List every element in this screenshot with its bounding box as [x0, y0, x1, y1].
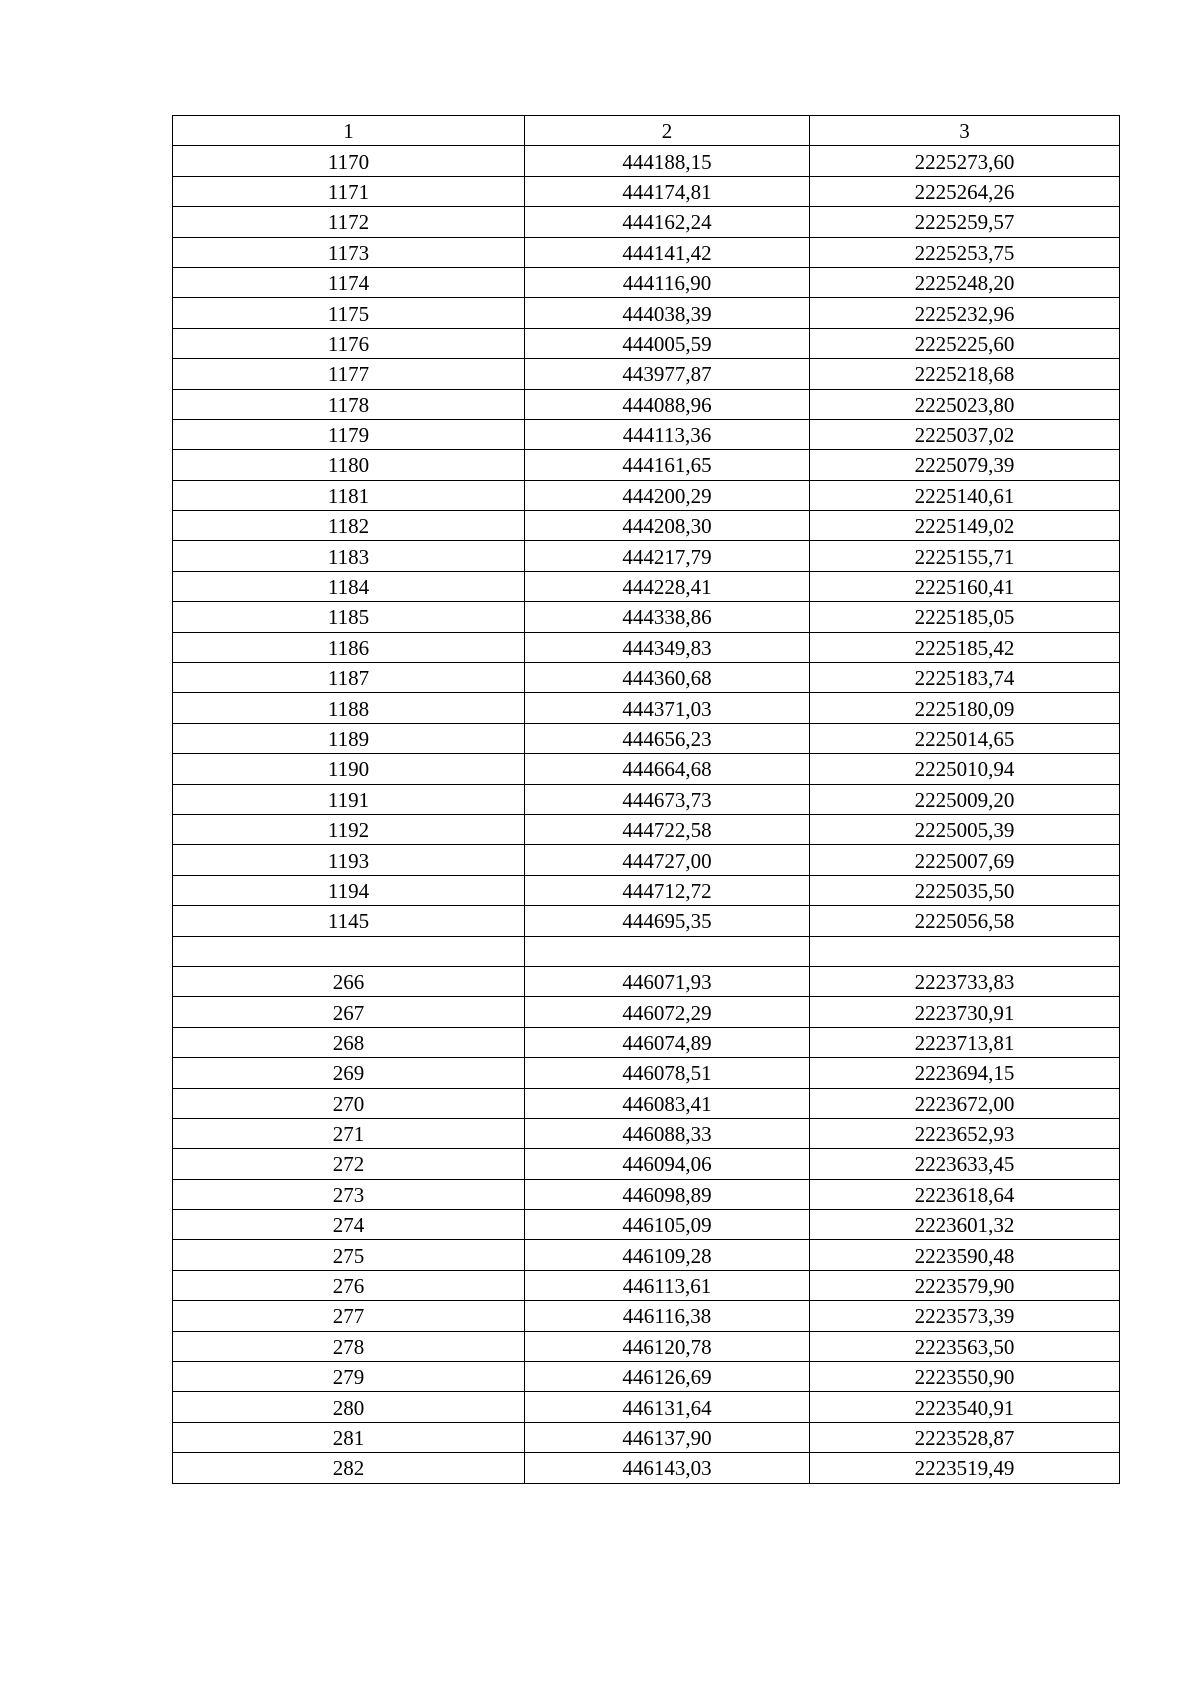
y-coordinate-cell: 2223652,93: [810, 1118, 1120, 1148]
table-row: [173, 1422, 1120, 1452]
table-row: [173, 1362, 1120, 1392]
y-coordinate-cell: 2223579,90: [810, 1270, 1120, 1300]
x-coordinate-cell: 444338,86: [525, 602, 810, 632]
point-number-cell: 1178: [173, 389, 525, 419]
table-row: [173, 480, 1120, 510]
x-coordinate-cell: 444349,83: [525, 632, 810, 662]
x-coordinate-cell: 444161,65: [525, 450, 810, 480]
point-number-cell: 1181: [173, 480, 525, 510]
point-number-cell: 1172: [173, 207, 525, 237]
table-row: [173, 1270, 1120, 1300]
point-number-cell: 1176: [173, 328, 525, 358]
y-coordinate-cell: 2225259,57: [810, 207, 1120, 237]
point-number-cell: 1183: [173, 541, 525, 571]
y-coordinate-cell: 2225185,05: [810, 602, 1120, 632]
y-coordinate-cell: 2225273,60: [810, 146, 1120, 176]
y-coordinate-cell: [810, 936, 1120, 966]
x-coordinate-cell: 444664,68: [525, 754, 810, 784]
table-row: [173, 207, 1120, 237]
point-number-cell: 266: [173, 966, 525, 996]
y-coordinate-cell: 2225056,58: [810, 906, 1120, 936]
point-number-cell: 277: [173, 1301, 525, 1331]
x-coordinate-cell: 446071,93: [525, 966, 810, 996]
y-coordinate-cell: 2223573,39: [810, 1301, 1120, 1331]
x-coordinate-cell: 444200,29: [525, 480, 810, 510]
table-row: [173, 1301, 1120, 1331]
x-coordinate-cell: 444113,36: [525, 419, 810, 449]
point-number-cell: 282: [173, 1453, 525, 1483]
header-cell-x: 2: [525, 116, 810, 146]
table-row: [173, 875, 1120, 905]
point-number-cell: 280: [173, 1392, 525, 1422]
y-coordinate-cell: 2223601,32: [810, 1210, 1120, 1240]
y-coordinate-cell: 2223590,48: [810, 1240, 1120, 1270]
x-coordinate-cell: 446074,89: [525, 1027, 810, 1057]
point-number-cell: 276: [173, 1270, 525, 1300]
y-coordinate-cell: 2225225,60: [810, 328, 1120, 358]
table-row: [173, 1392, 1120, 1422]
x-coordinate-cell: 444695,35: [525, 906, 810, 936]
table-row: [173, 541, 1120, 571]
y-coordinate-cell: 2225023,80: [810, 389, 1120, 419]
point-number-cell: 278: [173, 1331, 525, 1361]
table-row: [173, 1027, 1120, 1057]
table-row: [173, 936, 1120, 966]
point-number-cell: 1186: [173, 632, 525, 662]
x-coordinate-cell: 446109,28: [525, 1240, 810, 1270]
y-coordinate-cell: 2223528,87: [810, 1422, 1120, 1452]
x-coordinate-cell: 444174,81: [525, 176, 810, 206]
table-row: [173, 1118, 1120, 1148]
x-coordinate-cell: 444722,58: [525, 814, 810, 844]
y-coordinate-cell: 2223618,64: [810, 1179, 1120, 1209]
point-number-cell: 1194: [173, 875, 525, 905]
x-coordinate-cell: 444360,68: [525, 663, 810, 693]
point-number-cell: 1170: [173, 146, 525, 176]
table-row: [173, 389, 1120, 419]
table-row: [173, 723, 1120, 753]
point-number-cell: 1187: [173, 663, 525, 693]
x-coordinate-cell: 444712,72: [525, 875, 810, 905]
point-number-cell: 270: [173, 1088, 525, 1118]
x-coordinate-cell: [525, 936, 810, 966]
x-coordinate-cell: 446083,41: [525, 1088, 810, 1118]
table-row: [173, 298, 1120, 328]
x-coordinate-cell: 446131,64: [525, 1392, 810, 1422]
point-number-cell: 1182: [173, 511, 525, 541]
x-coordinate-cell: 444656,23: [525, 723, 810, 753]
y-coordinate-cell: 2225010,94: [810, 754, 1120, 784]
x-coordinate-cell: 444208,30: [525, 511, 810, 541]
y-coordinate-cell: 2225155,71: [810, 541, 1120, 571]
y-coordinate-cell: 2223733,83: [810, 966, 1120, 996]
x-coordinate-cell: 446113,61: [525, 1270, 810, 1300]
table-row: [173, 693, 1120, 723]
point-number-cell: 272: [173, 1149, 525, 1179]
point-number-cell: 1184: [173, 571, 525, 601]
y-coordinate-cell: 2225005,39: [810, 814, 1120, 844]
point-number-cell: 1177: [173, 359, 525, 389]
y-coordinate-cell: 2223713,81: [810, 1027, 1120, 1057]
y-coordinate-cell: 2223672,00: [810, 1088, 1120, 1118]
point-number-cell: 1175: [173, 298, 525, 328]
y-coordinate-cell: 2225218,68: [810, 359, 1120, 389]
table-row: [173, 906, 1120, 936]
x-coordinate-cell: 446143,03: [525, 1453, 810, 1483]
point-number-cell: 1193: [173, 845, 525, 875]
point-number-cell: 1190: [173, 754, 525, 784]
y-coordinate-cell: 2225035,50: [810, 875, 1120, 905]
y-coordinate-cell: 2223694,15: [810, 1058, 1120, 1088]
table-row: [173, 237, 1120, 267]
coordinates-table: [172, 115, 1120, 1484]
x-coordinate-cell: 446137,90: [525, 1422, 810, 1452]
table-row: [173, 754, 1120, 784]
table-body: [173, 146, 1120, 1483]
table-row: [173, 1058, 1120, 1088]
point-number-cell: 1174: [173, 267, 525, 297]
x-coordinate-cell: 444005,59: [525, 328, 810, 358]
y-coordinate-cell: 2225009,20: [810, 784, 1120, 814]
x-coordinate-cell: 446098,89: [525, 1179, 810, 1209]
table-row: [173, 663, 1120, 693]
y-coordinate-cell: 2225183,74: [810, 663, 1120, 693]
table-row: [173, 814, 1120, 844]
table-row: [173, 419, 1120, 449]
y-coordinate-cell: 2223730,91: [810, 997, 1120, 1027]
x-coordinate-cell: 444141,42: [525, 237, 810, 267]
y-coordinate-cell: 2225140,61: [810, 480, 1120, 510]
table-row: [173, 1179, 1120, 1209]
point-number-cell: 1145: [173, 906, 525, 936]
y-coordinate-cell: 2225007,69: [810, 845, 1120, 875]
table-row: [173, 1210, 1120, 1240]
x-coordinate-cell: 444188,15: [525, 146, 810, 176]
x-coordinate-cell: 446088,33: [525, 1118, 810, 1148]
y-coordinate-cell: 2223550,90: [810, 1362, 1120, 1392]
point-number-cell: 274: [173, 1210, 525, 1240]
header-cell-point: 1: [173, 116, 525, 146]
y-coordinate-cell: 2225253,75: [810, 237, 1120, 267]
point-number-cell: 1192: [173, 814, 525, 844]
point-number-cell: 275: [173, 1240, 525, 1270]
point-number-cell: 1180: [173, 450, 525, 480]
x-coordinate-cell: 446078,51: [525, 1058, 810, 1088]
y-coordinate-cell: 2225232,96: [810, 298, 1120, 328]
y-coordinate-cell: 2225264,26: [810, 176, 1120, 206]
y-coordinate-cell: 2225037,02: [810, 419, 1120, 449]
x-coordinate-cell: 446105,09: [525, 1210, 810, 1240]
point-number-cell: 1185: [173, 602, 525, 632]
table-row: [173, 1149, 1120, 1179]
y-coordinate-cell: 2225185,42: [810, 632, 1120, 662]
y-coordinate-cell: 2223519,49: [810, 1453, 1120, 1483]
point-number-cell: 271: [173, 1118, 525, 1148]
point-number-cell: 269: [173, 1058, 525, 1088]
x-coordinate-cell: 444038,39: [525, 298, 810, 328]
point-number-cell: 1188: [173, 693, 525, 723]
x-coordinate-cell: 446072,29: [525, 997, 810, 1027]
point-number-cell: 281: [173, 1422, 525, 1452]
point-number-cell: 273: [173, 1179, 525, 1209]
table-row: [173, 632, 1120, 662]
table-row: [173, 602, 1120, 632]
table-row: [173, 966, 1120, 996]
x-coordinate-cell: 444116,90: [525, 267, 810, 297]
table-row: [173, 146, 1120, 176]
y-coordinate-cell: 2225079,39: [810, 450, 1120, 480]
header-row: [173, 116, 1120, 146]
x-coordinate-cell: 446126,69: [525, 1362, 810, 1392]
x-coordinate-cell: 444727,00: [525, 845, 810, 875]
y-coordinate-cell: 2225014,65: [810, 723, 1120, 753]
table-row: [173, 450, 1120, 480]
table-header: [173, 116, 1120, 146]
point-number-cell: 267: [173, 997, 525, 1027]
y-coordinate-cell: 2223540,91: [810, 1392, 1120, 1422]
y-coordinate-cell: 2223563,50: [810, 1331, 1120, 1361]
y-coordinate-cell: 2225149,02: [810, 511, 1120, 541]
point-number-cell: 1189: [173, 723, 525, 753]
table-row: [173, 359, 1120, 389]
table-row: [173, 1088, 1120, 1118]
table-row: [173, 511, 1120, 541]
x-coordinate-cell: 444673,73: [525, 784, 810, 814]
point-number-cell: 279: [173, 1362, 525, 1392]
table-row: [173, 267, 1120, 297]
table-row: [173, 1240, 1120, 1270]
point-number-cell: 1173: [173, 237, 525, 267]
x-coordinate-cell: 443977,87: [525, 359, 810, 389]
y-coordinate-cell: 2223633,45: [810, 1149, 1120, 1179]
table-row: [173, 571, 1120, 601]
table-row: [173, 784, 1120, 814]
x-coordinate-cell: 444088,96: [525, 389, 810, 419]
x-coordinate-cell: 444162,24: [525, 207, 810, 237]
point-number-cell: 1171: [173, 176, 525, 206]
y-coordinate-cell: 2225160,41: [810, 571, 1120, 601]
x-coordinate-cell: 444371,03: [525, 693, 810, 723]
point-number-cell: [173, 936, 525, 966]
point-number-cell: 268: [173, 1027, 525, 1057]
table-row: [173, 997, 1120, 1027]
point-number-cell: 1191: [173, 784, 525, 814]
point-number-cell: 1179: [173, 419, 525, 449]
y-coordinate-cell: 2225180,09: [810, 693, 1120, 723]
table-row: [173, 328, 1120, 358]
header-cell-y: 3: [810, 116, 1120, 146]
x-coordinate-cell: 444217,79: [525, 541, 810, 571]
x-coordinate-cell: 444228,41: [525, 571, 810, 601]
x-coordinate-cell: 446094,06: [525, 1149, 810, 1179]
table-row: [173, 845, 1120, 875]
table-row: [173, 1453, 1120, 1483]
table-row: [173, 1331, 1120, 1361]
x-coordinate-cell: 446120,78: [525, 1331, 810, 1361]
y-coordinate-cell: 2225248,20: [810, 267, 1120, 297]
x-coordinate-cell: 446116,38: [525, 1301, 810, 1331]
table-row: [173, 176, 1120, 206]
